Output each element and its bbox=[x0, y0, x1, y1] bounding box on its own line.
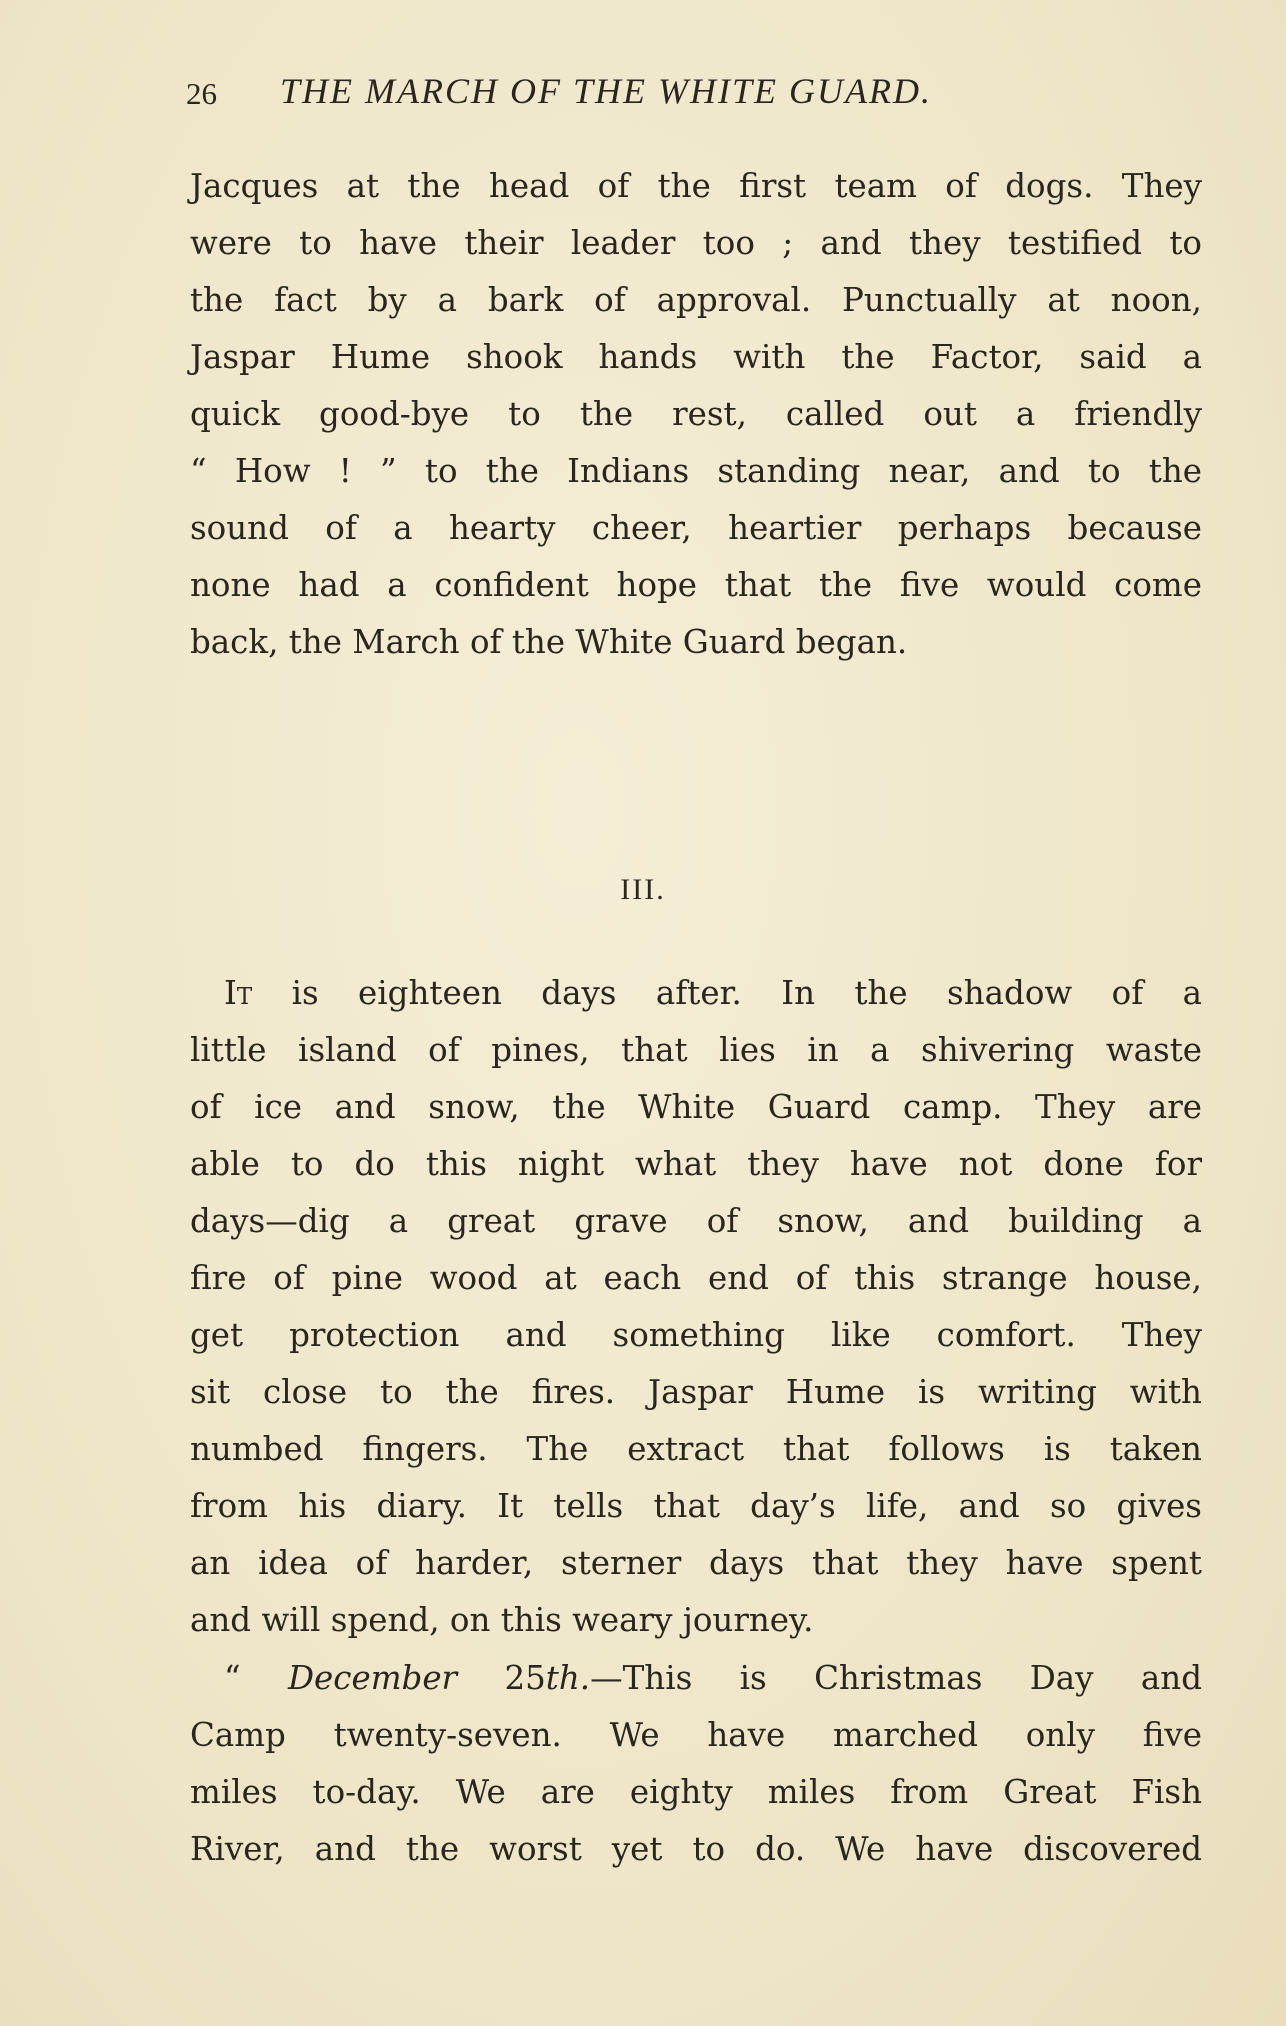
text-line: sit close to the fires. Jaspar Hume is writing with bbox=[190, 1373, 1202, 1411]
text-line: able to do this night what they have not done for bbox=[190, 1145, 1202, 1183]
text-line: were to have their leader too ; and they testified to bbox=[190, 224, 1202, 262]
open-quote: “ bbox=[224, 1659, 288, 1697]
text-line: miles to-day. We are eighty miles from Great Fish bbox=[190, 1773, 1202, 1811]
text-line: sound of a hearty cheer, heartier perhaps because bbox=[190, 509, 1202, 547]
text-line: get protection and something like comfort. They bbox=[190, 1316, 1202, 1354]
text-line-first bbox=[190, 1650, 1202, 1707]
first-line-text: —This is Christmas Day and bbox=[590, 1659, 1203, 1697]
text-line-first bbox=[190, 965, 1202, 1022]
paragraph-3 bbox=[190, 1650, 1202, 1878]
section-heading: III. bbox=[620, 873, 666, 906]
text-line: and will spend, on this weary journey. bbox=[190, 1601, 814, 1639]
text-line: Jacques at the head of the first team of dogs. They bbox=[190, 167, 1202, 205]
text-line: days—dig a great grave of snow, and building a bbox=[190, 1202, 1202, 1240]
text-line: an idea of harder, sterner days that they have spent bbox=[190, 1544, 1202, 1582]
paragraph-1 bbox=[190, 158, 1202, 671]
text-line: Camp twenty-seven. We have marched only five bbox=[190, 1716, 1202, 1754]
text-line: back, the March of the White Guard began. bbox=[190, 623, 908, 661]
dropcap-word: It bbox=[224, 974, 253, 1012]
text-line: River, and the worst yet to do. We have discovered bbox=[190, 1830, 1202, 1868]
text-line: “ How ! ” to the Indians standing near, and to the bbox=[190, 452, 1202, 490]
diary-date-month: December bbox=[287, 1659, 458, 1697]
paragraph-2 bbox=[190, 965, 1202, 1649]
text-line: of ice and snow, the White Guard camp. They are bbox=[190, 1088, 1202, 1126]
text-line: Jaspar Hume shook hands with the Factor, said a bbox=[190, 338, 1202, 376]
text-line: the fact by a bark of approval. Punctually at noon, bbox=[190, 281, 1202, 319]
text-line: numbed fingers. The extract that follows is taken bbox=[190, 1430, 1202, 1468]
first-line-text: is eighteen days after. In the shadow of a bbox=[252, 974, 1202, 1012]
running-title: THE MARCH OF THE WHITE GUARD. bbox=[280, 71, 932, 111]
text-line: quick good-bye to the rest, called out a friendly bbox=[190, 395, 1202, 433]
diary-date-suffix: th. bbox=[545, 1659, 591, 1697]
diary-date-day: 25 bbox=[457, 1659, 546, 1697]
text-line: none had a confident hope that the five would come bbox=[190, 566, 1202, 604]
text-line: from his diary. It tells that day’s life, and so gives bbox=[190, 1487, 1202, 1525]
text-line: little island of pines, that lies in a shivering waste bbox=[190, 1031, 1202, 1069]
page-number: 26 bbox=[186, 76, 217, 111]
text-line: fire of pine wood at each end of this strange house, bbox=[190, 1259, 1202, 1297]
running-head bbox=[186, 70, 1136, 120]
